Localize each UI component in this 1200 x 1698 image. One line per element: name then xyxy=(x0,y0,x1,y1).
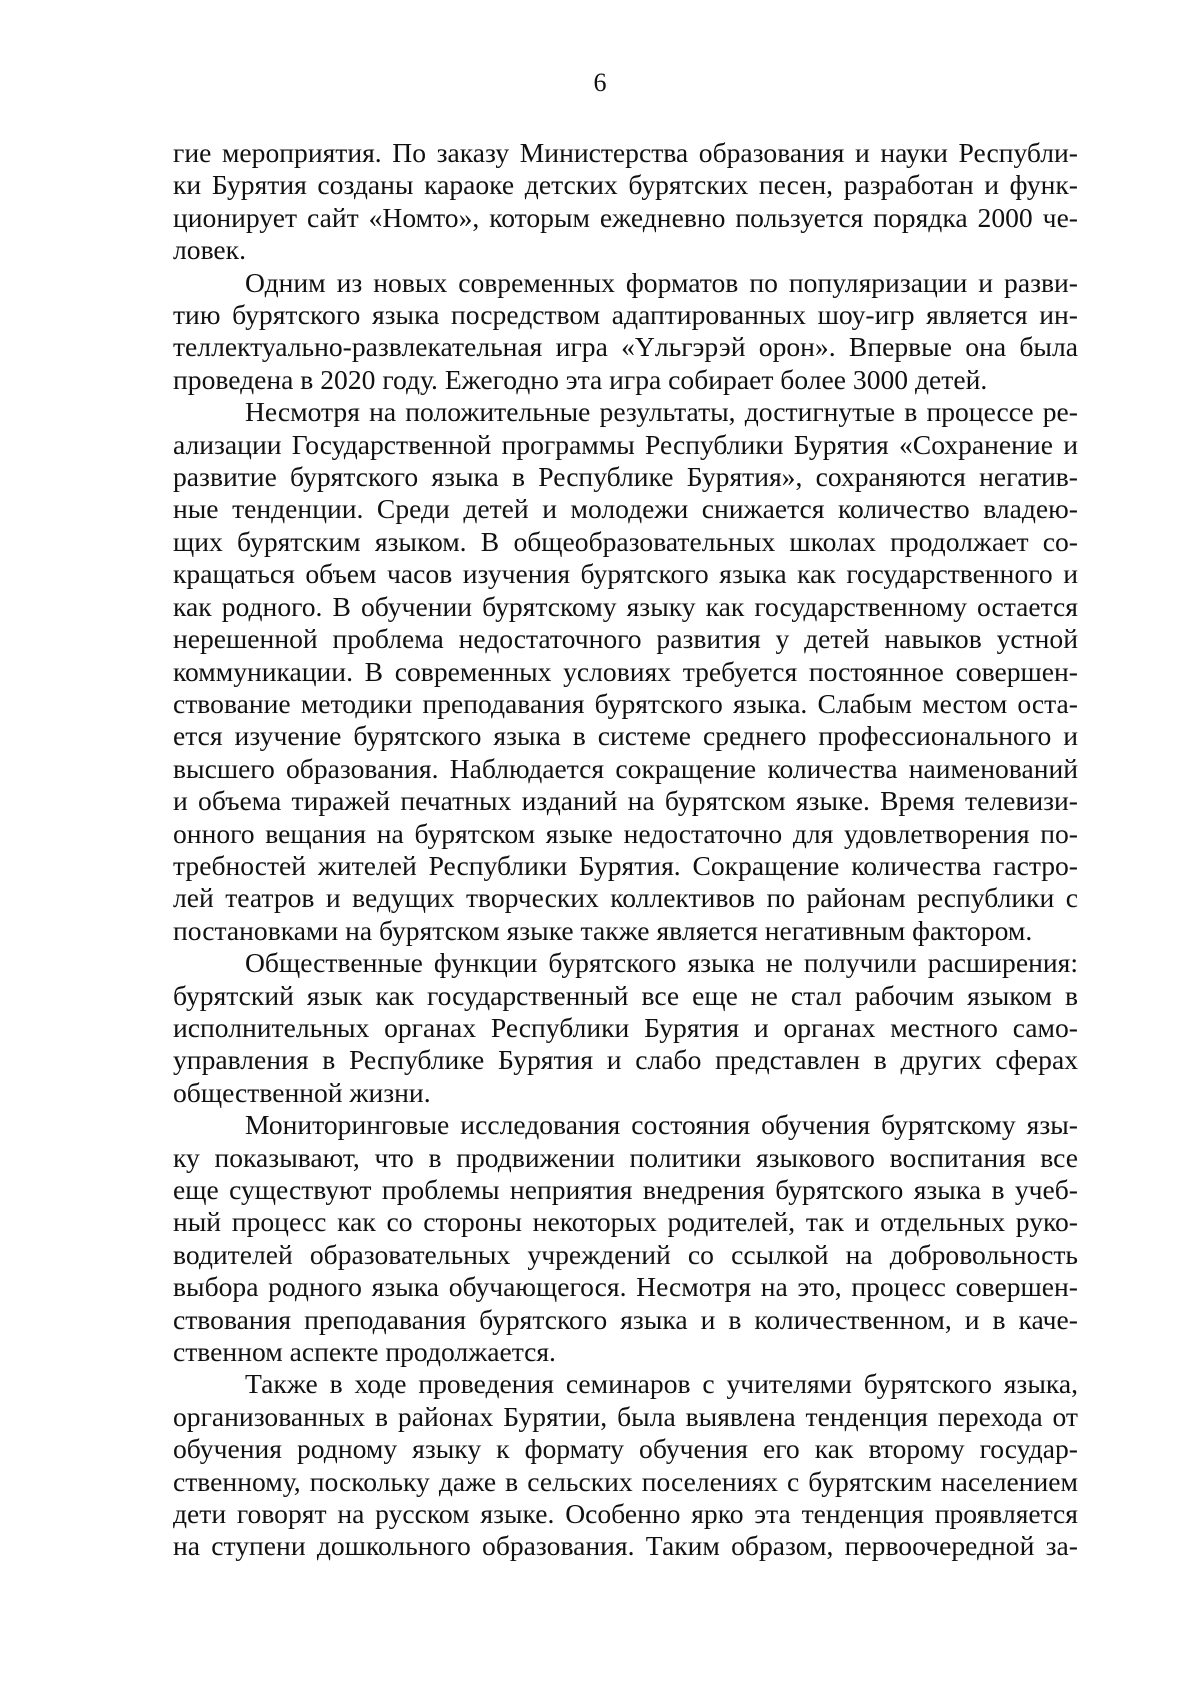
text-line: постановками на бурятском языке также является негативным фактором. xyxy=(173,914,1033,946)
text-line: ный процесс как со стороны некоторых родителей, так и отдельных руко- xyxy=(173,1206,1078,1238)
text-line: проведена в 2020 году. Ежегодно эта игра собирает более 3000 детей. xyxy=(173,363,988,395)
text-line: ализации Государственной программы Республики Бурятия «Сохранение и xyxy=(173,428,1078,460)
text-line: ные тенденции. Среди детей и молодежи снижается количество владею- xyxy=(173,493,1078,525)
text-line: выбора родного языка обучающегося. Несмотря на это, процесс совершен- xyxy=(173,1271,1078,1303)
text-line: обучения родному языку к формату обучения его как второму государ- xyxy=(173,1433,1078,1465)
text-line: на ступени дошкольного образования. Таким образом, первоочередной за- xyxy=(173,1530,1078,1562)
text-line: кращаться объем часов изучения бурятского языка как государственного и xyxy=(173,558,1078,590)
text-line: гие мероприятия. По заказу Министерства образования и науки Республи- xyxy=(173,137,1078,168)
text-line: тию бурятского языка посредством адаптированных шоу-игр является ин- xyxy=(173,299,1078,331)
text-line: ствования преподавания бурятского языка и в количественном, и в каче- xyxy=(173,1303,1078,1335)
text-line: лей театров и ведущих творческих коллективов по районам республики с xyxy=(173,882,1078,914)
paragraph xyxy=(173,1109,1078,1368)
text-line: Мониторинговые исследования состояния обучения бурятскому язы- xyxy=(245,1109,1078,1141)
text-line: исполнительных органах Республики Бурятия и органах местного само- xyxy=(173,1011,1078,1043)
paragraph xyxy=(173,947,1078,1109)
text-line: как родного. В обучении бурятскому языку как государственному остается xyxy=(173,590,1078,622)
text-line: ловек. xyxy=(173,234,246,266)
text-line: онного вещания на бурятском языке недостаточно для удовлетворения по- xyxy=(173,817,1078,849)
text-line: высшего образования. Наблюдается сокращение количества наименований xyxy=(173,752,1078,784)
text-line: ственном аспекте продолжается. xyxy=(173,1336,556,1368)
text-line: нерешенной проблема недостаточного развития у детей навыков устной xyxy=(173,623,1078,655)
paragraph xyxy=(173,1368,1078,1562)
text-line: Также в ходе проведения семинаров с учителями бурятского языка, xyxy=(245,1368,1078,1400)
paragraph xyxy=(173,137,1078,267)
text-line: коммуникации. В современных условиях требуется постоянное совершен- xyxy=(173,655,1078,687)
text-line: ственному, поскольку даже в сельских поселениях с бурятским населением xyxy=(173,1465,1078,1497)
document-body xyxy=(173,137,1078,1563)
text-line: ционирует сайт «Номто», которым ежедневно пользуется порядка 2000 че- xyxy=(173,201,1078,233)
text-line: развитие бурятского языка в Республике Бурятия», сохраняются негатив- xyxy=(173,461,1078,493)
text-line: Несмотря на положительные результаты, достигнутые в процессе ре- xyxy=(245,396,1078,428)
text-line: ку показывают, что в продвижении политики языкового воспитания все xyxy=(173,1141,1078,1173)
paragraph xyxy=(173,396,1078,947)
text-line: дети говорят на русском языке. Особенно ярко эта тенденция проявляется xyxy=(173,1498,1078,1530)
text-line: Общественные функции бурятского языка не получили расширения: xyxy=(245,947,1078,979)
paragraph xyxy=(173,267,1078,397)
text-line: организованных в районах Бурятии, была выявлена тенденция перехода от xyxy=(173,1400,1078,1432)
text-line: ствование методики преподавания бурятского языка. Слабым местом оста- xyxy=(173,687,1078,719)
page-number: 6 xyxy=(593,68,607,97)
text-line: бурятский язык как государственный все еще не стал рабочим языком в xyxy=(173,979,1078,1011)
text-line: управления в Республике Бурятия и слабо представлен в других сферах xyxy=(173,1044,1078,1076)
text-line: щих бурятским языком. В общеобразовательных школах продолжает со- xyxy=(173,525,1078,557)
text-line: общественной жизни. xyxy=(173,1076,431,1108)
text-line: теллектуально-развлекательная игра «Үльгэрэй орон». Впервые она была xyxy=(173,331,1078,363)
text-line: Одним из новых современных форматов по популяризации и разви- xyxy=(245,266,1078,298)
text-line: еще существуют проблемы неприятия внедрения бурятского языка в учеб- xyxy=(173,1174,1078,1205)
text-line: водителей образовательных учреждений со ссылкой на добровольность xyxy=(173,1238,1078,1270)
text-line: ки Бурятия созданы караоке детских бурятских песен, разработан и функ- xyxy=(173,169,1078,201)
text-line: ется изучение бурятского языка в системе среднего профессионального и xyxy=(173,720,1078,752)
text-line: и объема тиражей печатных изданий на бурятском языке. Время телевизи- xyxy=(173,785,1078,817)
text-line: требностей жителей Республики Бурятия. Сокращение количества гастро- xyxy=(173,849,1078,881)
